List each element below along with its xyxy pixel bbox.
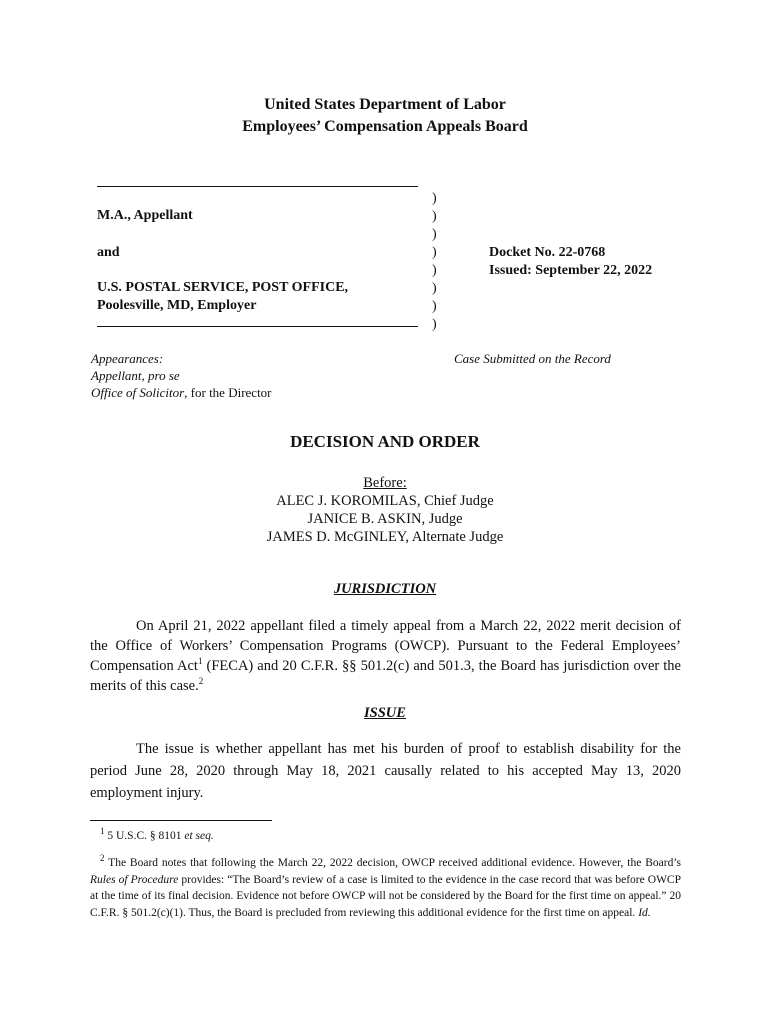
- paren: ): [432, 209, 437, 224]
- paren: ): [432, 317, 437, 332]
- paren: ): [432, 191, 437, 206]
- paren: ): [432, 245, 437, 260]
- appellant-pro-se: Appellant, pro se: [91, 368, 180, 383]
- caption-top-rule: [97, 186, 418, 187]
- appearances-label: Appearances:: [91, 351, 164, 366]
- paren: ): [432, 263, 437, 278]
- solicitor-role: , for the Director: [184, 385, 272, 400]
- footnote-2: [90, 855, 681, 921]
- judge: JANICE B. ASKIN, Judge: [307, 511, 463, 527]
- footnote-2-number: 2: [100, 853, 105, 864]
- case-submitted: Case Submitted on the Record: [454, 351, 611, 366]
- docket-number: Docket No. 22-0768: [489, 245, 606, 260]
- paren: ): [432, 299, 437, 314]
- appellant-name: M.A., Appellant: [97, 208, 193, 223]
- jurisdiction-paragraph: [90, 616, 681, 696]
- footnote-ref-2[interactable]: 2: [198, 676, 204, 687]
- before-label: Before:: [363, 475, 407, 491]
- issue-text: The issue is whether appellant has met his burden of proof to establish disability for the period June 28, 2020 through May 18, 2021 causally related to his accepted May 13, 2020 employment injury.: [90, 741, 681, 801]
- footnote-2-text-cont: provides: “The Board’s review of a case is limited to the evidence in the case record that was before OWCP at the time of its final decision. Evidence not before OWCP will not be considered by the Board for the first time on appeal.” 20 C.F.R. § 501.2(c)(1). Thus, the Board is precluded from reviewing this additional evidence for the first time on appeal.: [90, 873, 682, 919]
- jurisdiction-text-cont: (FECA) and 20 C.F.R. §§ 501.2(c) and 501.3, the Board has jurisdiction over the merits of this case.: [90, 658, 681, 694]
- footnote-1: [90, 828, 681, 845]
- jurisdiction-heading: JURISDICTION: [333, 581, 437, 597]
- employer-line-2: Poolesville, MD, Employer: [97, 298, 257, 313]
- judge-chief: ALEC J. KOROMILAS, Chief Judge: [276, 493, 494, 509]
- board-name: Employees’ Compensation Appeals Board: [242, 118, 528, 135]
- footnote-ref-1[interactable]: 1: [197, 656, 203, 667]
- footnote-2-id: Id.: [638, 906, 651, 919]
- issue-heading: ISSUE: [364, 705, 406, 721]
- caption-and: and: [97, 245, 120, 260]
- footnote-2-italic: Rules of Procedure: [90, 873, 179, 886]
- solicitor-office: Office of Solicitor: [91, 385, 185, 400]
- footnote-1-text: 5 U.S.C. § 8101: [104, 830, 185, 842]
- footnote-separator: [90, 820, 272, 821]
- jurisdiction-text: On April 21, 2022 appellant filed a timely appeal from a March 22, 2022 merit decision of the Office of Workers’ Compensation Programs (OWCP). Pursuant to the Federal Employees’ Compensation Act: [90, 618, 681, 674]
- employer-line-1: U.S. POSTAL SERVICE, POST OFFICE,: [97, 280, 349, 295]
- solicitor-line: [91, 384, 272, 401]
- footnote-1-number: 1: [100, 826, 105, 837]
- decision-title: DECISION AND ORDER: [290, 432, 480, 451]
- caption-parentheses: [432, 190, 444, 334]
- judge-alternate: JAMES D. McGINLEY, Alternate Judge: [266, 529, 504, 545]
- issued-date: Issued: September 22, 2022: [489, 263, 653, 278]
- footnote-2-text: The Board notes that following the March 22, 2022 decision, OWCP received additional evidence. However, the Board’s: [104, 857, 681, 869]
- agency-name: United States Department of Labor: [264, 96, 506, 113]
- caption-bottom-rule: [97, 326, 418, 327]
- footnote-1-italic: et seq.: [184, 830, 214, 842]
- issue-paragraph: [90, 738, 681, 804]
- paren: ): [432, 281, 437, 296]
- paren: ): [432, 227, 437, 242]
